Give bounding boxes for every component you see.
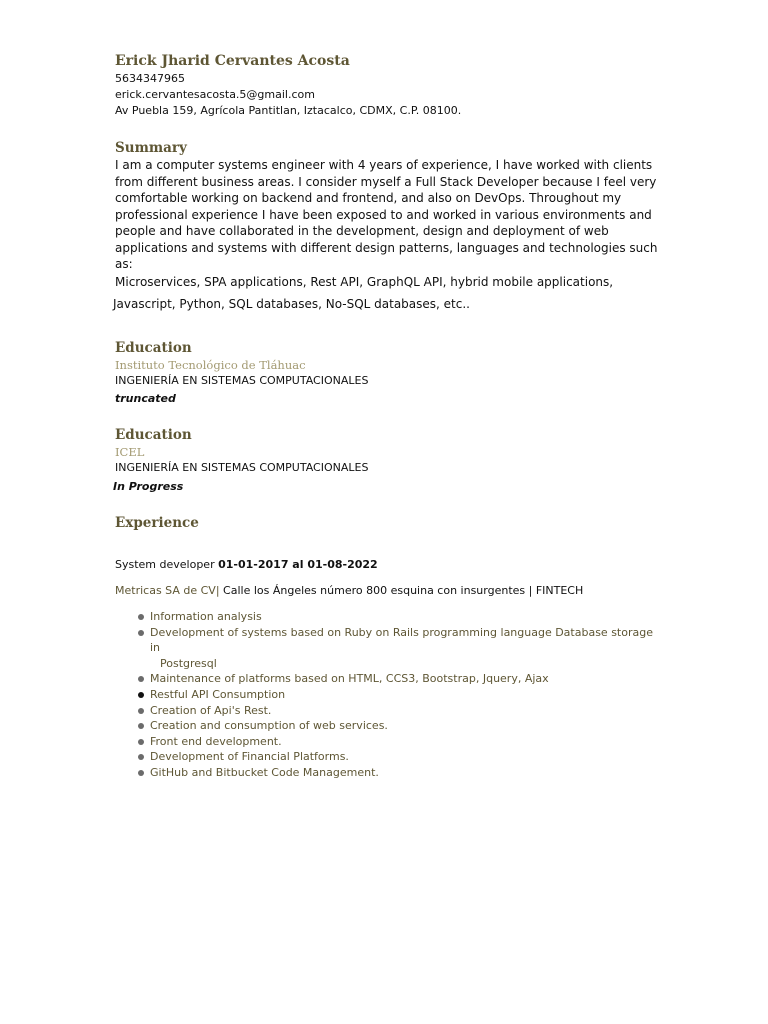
list-item xyxy=(137,609,657,625)
list-item-text: Development of systems based on Ruby on Rails programming language Database storage in xyxy=(150,625,653,655)
summary-heading: Summary xyxy=(115,140,187,156)
list-item-text: GitHub and Bitbucket Code Management. xyxy=(150,765,379,779)
list-item-continuation: Postgresql xyxy=(160,656,217,670)
list-item-text: Creation of Api's Rest. xyxy=(150,703,272,717)
list-item xyxy=(137,734,657,750)
phone-number: 5634347965 xyxy=(115,72,185,85)
experience-heading: Experience xyxy=(115,515,199,531)
education-heading: Education xyxy=(115,340,192,356)
responsibilities-list xyxy=(137,609,657,781)
list-item xyxy=(137,765,657,781)
education-heading: Education xyxy=(115,427,192,443)
list-item-text: Information analysis xyxy=(150,610,262,623)
summary-tech-line-1: Microservices, SPA applications, Rest API, GraphQL API, hybrid mobile applications, xyxy=(115,275,614,289)
education-degree: INGENIERÍA EN SISTEMAS COMPUTACIONALES xyxy=(115,374,369,387)
list-item xyxy=(137,718,657,734)
postal-address: Av Puebla 159, Agrícola Pantitlan, Iztacalco, CDMX, C.P. 08100. xyxy=(115,104,462,117)
email-address: erick.cervantesacosta.5@gmail.com xyxy=(115,88,315,101)
summary-tech-line-2: Javascript, Python, SQL databases, No-SQL databases, etc.. xyxy=(113,297,470,311)
list-item-text: Creation and consumption of web services. xyxy=(150,719,388,733)
company-name: Metricas SA de CV| xyxy=(115,584,220,597)
job-dates: 01-01-2017 al 01-08-2022 xyxy=(218,558,378,571)
education-institution: ICEL xyxy=(115,445,145,459)
list-item-text: Front end development. xyxy=(150,734,282,748)
list-item-text: Development of Financial Platforms. xyxy=(150,750,349,764)
list-item xyxy=(137,625,657,672)
education-degree: INGENIERÍA EN SISTEMAS COMPUTACIONALES xyxy=(115,461,369,474)
list-item xyxy=(137,671,657,687)
summary-paragraph: I am a computer systems engineer with 4 years of experience, I have worked with clients from different business areas. I consider myself a Full Stack Developer because I feel very comfortable working on backend and frontend, and also on DevOps. Throughout my professional experience I have been exposed to and worked in various environments and people and have collaborated in the development, design and deployment of web applications and systems with different design patterns, languages and technologies such as: xyxy=(115,158,658,271)
list-item xyxy=(137,687,657,703)
education-status: In Progress xyxy=(113,480,184,493)
company-address: Calle los Ángeles número 800 esquina con insurgentes | FINTECH xyxy=(223,584,584,597)
job-role: System developer xyxy=(115,558,215,571)
list-item-text: Maintenance of platforms based on HTML, CCS3, Bootstrap, Jquery, Ajax xyxy=(150,672,549,686)
company-line xyxy=(115,584,583,597)
list-item xyxy=(137,703,657,719)
education-institution: Instituto Tecnológico de Tláhuac xyxy=(115,358,306,372)
education-status: truncated xyxy=(115,392,176,405)
job-title-line xyxy=(115,558,378,571)
list-item xyxy=(137,749,657,765)
resume-name: Erick Jharid Cervantes Acosta xyxy=(115,53,350,69)
list-item-text: Restful API Consumption xyxy=(150,687,286,701)
